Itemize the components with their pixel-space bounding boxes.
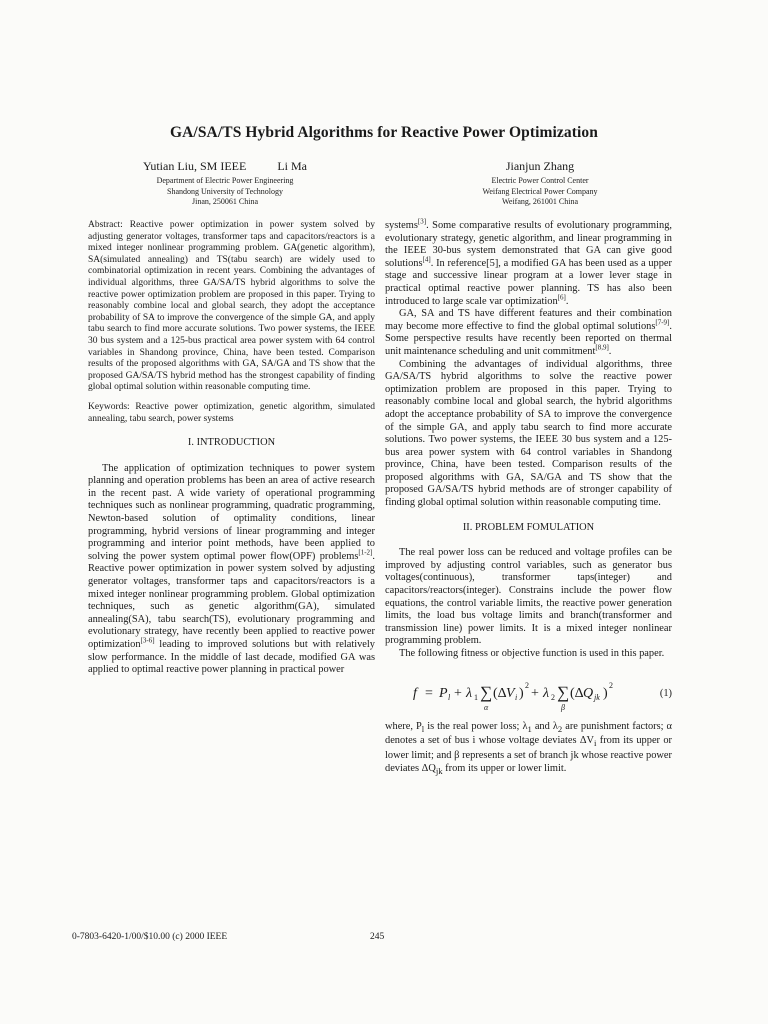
svg-text:1: 1	[474, 692, 478, 702]
svg-text:Q: Q	[583, 685, 594, 701]
intro-paragraph: The application of optimization techniques to power system planning and operation problems has been an area of active research in the recent past. A wide variety of operational programming techniques such as nonlinear programming, quadratic programming, Newton-based solution of optimality conditions, linear programming, hybrid versions of linear programming and integer programming and interior point methods, have been applied to solving the power system optimal power flow(OPF) problems[1-2]. Reactive power optimization in power system solved by adjusting generator voltages, transformer taps and capacitors/reactors is a mixed integer nonlinear programming problem. Global optimization techniques, such as genetic algorithm(GA), simulated annealing(SA), tabu search(TS), evolutionary programming and evolutionary strategy, have recently been applied to reactive power optimization[3-6] leading to improved solutions but with relatively slow performance. In the middle of last decade, modified GA was applied to optimal reactive power planning in practical power	[88, 462, 375, 676]
body-paragraph: Combining the advantages of individual algorithms, three GA/SA/TS hybrid algorithms to solve the reactive power optimization problem are proposed in this paper. Trying to reasonably combine local and global search, the hybrid algorithms adopt the acceptance probability of SA to improve the convergence of the simple GA, and apply tabu search to find more accurate solutions. Two power systems, the IEEE 30 bus system and a 125-bus area power system with 64 control variables in Shandong province, China, have been tested. Comparison results of the proposed algorithms with GA, SA/GA and TS show that the proposed GA/SA/TS hybrid methods are of stronger capability of finding global optimal solution within reasonable computing time.	[385, 358, 672, 509]
svg-text:): )	[603, 685, 608, 701]
citation: [8,9]	[595, 343, 609, 352]
citation: [3]	[417, 217, 427, 226]
author-affiliation: Department of Electric Power Engineering	[156, 176, 294, 185]
citation: [6]	[557, 293, 566, 302]
section-heading: II. PROBLEM FOMULATION	[462, 521, 595, 533]
author-affiliation: Shandong University of Technology	[167, 186, 283, 196]
svg-text:λ: λ	[543, 685, 550, 701]
author-affiliation: Jinan, 250061 China	[192, 197, 258, 206]
author-name: Li Ma	[277, 159, 307, 173]
svg-text:2: 2	[609, 680, 613, 690]
svg-text:): )	[519, 685, 524, 701]
author-affiliation: Electric Power Control Center	[491, 176, 589, 185]
author-block-right	[420, 160, 660, 208]
equation-1	[385, 675, 672, 715]
svg-text:i: i	[515, 692, 518, 702]
author-name: Jianjun Zhang	[505, 159, 575, 173]
author-name: Yutian Liu, SM IEEE	[143, 159, 247, 173]
keywords: Keywords: Reactive power optimization, genetic algorithm, simulated annealing, tabu search, power systems	[88, 401, 375, 424]
svg-text:V: V	[506, 685, 515, 701]
abstract: Abstract: Reactive power optimization in power system solved by adjusting generator voltages, transformer taps and capacitors/reactors is a mixed integer nonlinear programming problem. GA(genetic algorithm), SA(simulated annealing) and TS(tabu search) are widely used to combinatorial optimization in recent years. Combining the advantages of individual algorithms, three GA/SA/TS hybrid algorithms to solve the reactive power optimization problem are proposed in this paper. Trying to reasonably combine local and global search, they adopt the acceptance probability of SA to improve the convergence of the simple GA, and apply tabu search to find more accurate solutions. Two power systems, the IEEE 30 bus system and a 125-bus practical area power system with 64 control variables in Shandong province, China, have been tested. Comparison results of the proposed algorithms with GA, SA/GA and TS show that the proposed GA/SA/TS hybrid method has the strongest capability of finding global optimal solution within reasonable computing time.	[88, 220, 375, 393]
copyright-footer: 0-7803-6420-1/00/$10.00 (c) 2000 IEEE	[72, 932, 228, 942]
svg-text:(Δ: (Δ	[570, 685, 584, 701]
page-number: 245	[370, 932, 385, 942]
svg-text:jk: jk	[594, 692, 600, 702]
citation: [4]	[422, 255, 431, 264]
svg-text:λ: λ	[466, 685, 473, 701]
body-paragraph: The real power loss can be reduced and voltage profiles can be improved by adjusting control variables, such as generator bus voltages(continuous), transformer taps(integer) and capacitors/reactors(integer). Constrains include the power flow equations, the control variable limits, the reactive power generation limits, the load bus voltage limits and branch(transformer and transmission line) power limits. It is a mixed integer nonlinear programming problem.	[385, 547, 672, 647]
author-block-left	[110, 160, 340, 208]
author-affiliation: Weifang Electrical Power Company	[482, 186, 598, 196]
svg-text:(Δ: (Δ	[493, 685, 507, 701]
objective-function-formula	[413, 675, 623, 715]
svg-text:f: f	[413, 685, 417, 701]
section-heading: I. INTRODUCTION	[187, 437, 276, 449]
svg-text:∑: ∑	[480, 682, 493, 702]
svg-text:P: P	[439, 685, 448, 701]
svg-text:∑: ∑	[557, 682, 570, 702]
svg-text:β: β	[561, 702, 565, 712]
author-affiliation: Weifang, 261001 China	[501, 197, 578, 206]
citation: [1-2]	[358, 548, 373, 557]
equation-explanation: where, $P_l$ is the real power loss; $\lambda_1$ and $\lambda_2$ are punishment factors; α denotes a set of bus i whose voltage deviates $\Delta V_i$ from its upper or lower limit; and β represents a set of branch jk whose reactive power deviates $\Delta Q_{jk}$ from its upper or lower limit.	[385, 720, 673, 776]
body-paragraph: The following fitness or objective function is used in this paper.	[399, 648, 665, 659]
svg-text:l: l	[448, 692, 451, 702]
citation: [3-6]	[140, 636, 155, 645]
right-column	[385, 217, 673, 777]
svg-text:2: 2	[525, 680, 529, 690]
svg-text:=: =	[425, 685, 433, 701]
svg-text:+: +	[454, 685, 462, 701]
citation: [7-9]	[655, 318, 670, 327]
paper-title: GA/SA/TS Hybrid Algorithms for Reactive Power Optimization	[169, 124, 598, 141]
svg-text:α: α	[484, 702, 489, 712]
svg-text:2: 2	[551, 692, 555, 702]
left-column	[88, 220, 375, 677]
svg-text:+: +	[531, 685, 539, 701]
body-paragraph: systems[3]. Some comparative results of evolutionary programming, evolutionary strategy, genetic algorithm, and linear programming in the IEEE 30-bus system demonstrated that GA can give good solutions[4]. In reference[5], a modified GA has been used as a upper stage and successive linear program at a lower lever stage in practical optimal reactive power planning. TS has also been introduced to large scale var optimization[6].	[385, 217, 672, 307]
equation-number: (1)	[659, 688, 672, 700]
body-paragraph: GA, SA and TS have different features and their combination may become more effective to find the global optimal solutions[7-9]. Some perspective results have recently been reported on thermal unit maintenance scheduling and unit commitment[8,9].	[385, 308, 672, 357]
